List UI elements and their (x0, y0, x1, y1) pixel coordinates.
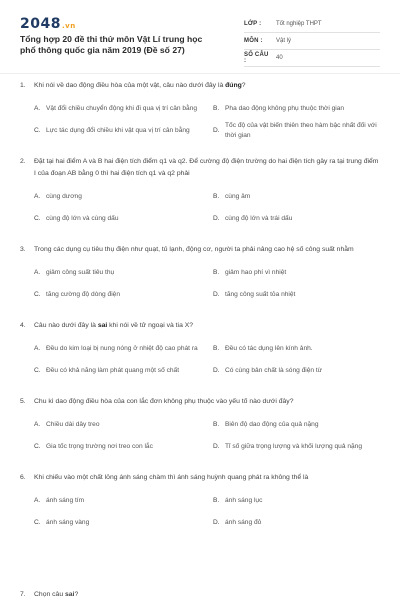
answer-option-d[interactable] (213, 284, 382, 306)
option-letter: C. (34, 518, 41, 526)
answer-option-c[interactable] (34, 120, 203, 142)
answer-option-d[interactable] (213, 120, 382, 142)
question-text (34, 472, 382, 484)
answer-options (20, 186, 382, 230)
answer-option-d[interactable] (213, 360, 382, 382)
answer-option-a[interactable] (34, 338, 203, 360)
answer-option-b[interactable] (213, 186, 382, 208)
option-letter: C. (34, 290, 41, 298)
question-number: 4. (20, 322, 26, 329)
option-letter: B. (213, 268, 220, 276)
meta-value: 40 (276, 55, 283, 61)
option-letter: C. (34, 442, 41, 450)
option-text: Tốc độ của vật biến thiên theo hàm bậc nhất đối với thời gian (225, 121, 377, 139)
answer-options (20, 490, 382, 534)
answer-options (20, 98, 382, 142)
option-text: cùng âm (225, 192, 251, 200)
answer-option-a[interactable] (34, 490, 203, 512)
option-text: Vật đổi chiều chuyển động khi đi qua vị trí cân bằng (46, 104, 198, 112)
question-text-bold: đúng (225, 82, 242, 89)
logo-suffix: .vn (61, 22, 76, 30)
option-letter: D. (213, 366, 220, 374)
question-text (34, 320, 382, 332)
answer-option-a[interactable] (34, 186, 203, 208)
option-letter: A. (34, 420, 41, 428)
question-stem (20, 156, 382, 180)
question-text-pre: Chọn câu (34, 591, 65, 598)
question-list (20, 80, 382, 548)
page-header (20, 16, 380, 68)
option-text: cùng độ lớn và trái dấu (225, 214, 293, 222)
answer-option-a[interactable] (34, 98, 203, 120)
option-text: Đều do kim loại bị nung nóng ở nhiệt độ cao phát ra (46, 344, 198, 352)
option-text: Tỉ số giữa trọng lượng và khối lượng quả nặng (225, 442, 362, 450)
meta-subject (244, 33, 380, 50)
option-letter: D. (213, 126, 220, 134)
option-text: ánh sáng vàng (46, 518, 90, 526)
meta-grade (244, 16, 380, 33)
question-text (34, 591, 78, 598)
question-text-pre: Trong các dụng cụ tiêu thụ điện như quạt, tủ lạnh, động cơ, người ta phải nâng cao hệ số công suất nhằm (34, 246, 354, 253)
logo-main: 2048 (20, 16, 61, 32)
answer-option-a[interactable] (34, 262, 203, 284)
answer-option-b[interactable] (213, 414, 382, 436)
answer-option-b[interactable] (213, 98, 382, 120)
option-letter: A. (34, 496, 41, 504)
question-6 (20, 472, 382, 534)
option-letter: B. (213, 496, 220, 504)
question-2 (20, 156, 382, 230)
option-text: Gia tốc trọng trường nơi treo con lắc (46, 442, 153, 450)
option-letter: B. (213, 104, 220, 112)
option-letter: D. (213, 290, 220, 298)
option-text: tăng công suất tỏa nhiệt (225, 290, 296, 298)
option-letter: A. (34, 268, 41, 276)
option-text: cùng dương (46, 192, 82, 200)
option-letter: D. (213, 518, 220, 526)
question-1 (20, 80, 382, 142)
option-text: ánh sáng tím (46, 496, 85, 504)
exam-title: Tổng hợp 20 đề thi thử môn Vật Lí trung học phổ thông quốc gia năm 2019 (Đề số 27) (20, 34, 203, 55)
option-text: Chiều dài dây treo (46, 420, 100, 428)
meta-value: Vật lý (276, 38, 292, 44)
question-7 (20, 591, 78, 598)
option-letter: A. (34, 192, 41, 200)
answer-option-b[interactable] (213, 338, 382, 360)
question-text-pre: Khi chiếu vào một chất lỏng ánh sáng chàm thì ánh sáng huỳnh quang phát ra không thể là (34, 474, 309, 481)
question-text (34, 396, 382, 408)
question-number: 7. (20, 591, 26, 598)
option-text: Đều có khả năng làm phát quang một số chất (46, 366, 180, 374)
question-3 (20, 244, 382, 306)
question-4 (20, 320, 382, 382)
option-text: Pha dao động không phụ thuộc thời gian (225, 104, 345, 112)
answer-options (20, 338, 382, 382)
question-text-post: ? (241, 82, 246, 89)
meta-key: LỚP : (244, 21, 262, 27)
question-stem (20, 244, 382, 256)
question-text-pre: Đặt tại hai điểm A và B hai điện tích điểm q1 và q2. Để cường độ điện trường do hai điện tích gây ra tại trung điểm I của đoạn AB bằng 0 thì hai điện tích q1 và q2 phải (34, 158, 379, 177)
question-5 (20, 396, 382, 458)
meta-question-count (244, 50, 380, 67)
question-text-pre: Chu kì dao động điều hòa của con lắc đơn không phụ thuộc vào yếu tố nào dưới đây? (34, 398, 294, 405)
option-letter: B. (213, 344, 220, 352)
question-text (34, 156, 382, 180)
answer-option-c[interactable] (34, 436, 203, 458)
question-text-pre: Câu nào dưới đây là (34, 322, 98, 329)
option-text: giảm hao phí vì nhiệt (225, 268, 287, 276)
option-text: ánh sáng đỏ (225, 518, 262, 526)
answer-options (20, 262, 382, 306)
option-letter: A. (34, 104, 41, 112)
question-text-post: ? (74, 591, 79, 598)
answer-options (20, 414, 382, 458)
question-text (34, 244, 382, 256)
answer-option-c[interactable] (34, 284, 203, 306)
option-letter: D. (213, 214, 220, 222)
answer-option-d[interactable] (213, 208, 382, 230)
option-text: Biên độ dao động của quả nặng (225, 420, 319, 428)
option-letter: C. (34, 126, 41, 134)
question-text-bold: sai (97, 322, 108, 329)
question-text (34, 80, 382, 92)
option-text: Đều có tác dụng lên kính ảnh. (225, 344, 313, 352)
question-stem (20, 396, 382, 408)
question-number: 3. (20, 246, 26, 253)
answer-option-b[interactable] (213, 262, 382, 284)
question-number: 2. (20, 158, 26, 165)
question-number: 6. (20, 474, 26, 481)
question-number: 5. (20, 398, 26, 405)
option-text: tăng cường độ dòng điện (46, 290, 120, 298)
meta-key: MÔN : (244, 38, 263, 44)
answer-option-b[interactable] (213, 490, 382, 512)
option-text: ánh sáng lục (225, 496, 263, 504)
option-text: giảm công suất tiêu thụ (46, 268, 115, 276)
option-letter: C. (34, 214, 41, 222)
header-divider (0, 73, 400, 74)
answer-option-d[interactable] (213, 436, 382, 458)
option-text: Lực tác dụng đổi chiều khi vật qua vị trí cân bằng (46, 126, 190, 134)
question-stem (20, 320, 382, 332)
answer-option-d[interactable] (213, 512, 382, 534)
question-text-bold: sai (64, 591, 75, 598)
question-text-post: khi nói về tử ngoại và tia X? (107, 322, 194, 329)
option-letter: D. (213, 442, 220, 450)
option-letter: B. (213, 192, 220, 200)
meta-key: SỐ CÂU : (244, 52, 269, 64)
option-letter: C. (34, 366, 41, 374)
option-letter: A. (34, 344, 41, 352)
option-letter: B. (213, 420, 220, 428)
option-text: Có cùng bản chất là sóng điện từ (225, 366, 323, 374)
exam-meta (244, 16, 380, 67)
option-text: cùng độ lớn và cùng dấu (46, 214, 119, 222)
answer-option-a[interactable] (34, 414, 203, 436)
question-stem (20, 80, 382, 92)
question-text-pre: Khi nói về dao động điều hòa của một vật, câu nào dưới đây là (34, 82, 226, 89)
question-stem (20, 472, 382, 484)
answer-option-c[interactable] (34, 512, 203, 534)
question-number: 1. (20, 82, 26, 89)
answer-option-c[interactable] (34, 360, 203, 382)
meta-value: Tốt nghiệp THPT (276, 21, 322, 27)
answer-option-c[interactable] (34, 208, 203, 230)
